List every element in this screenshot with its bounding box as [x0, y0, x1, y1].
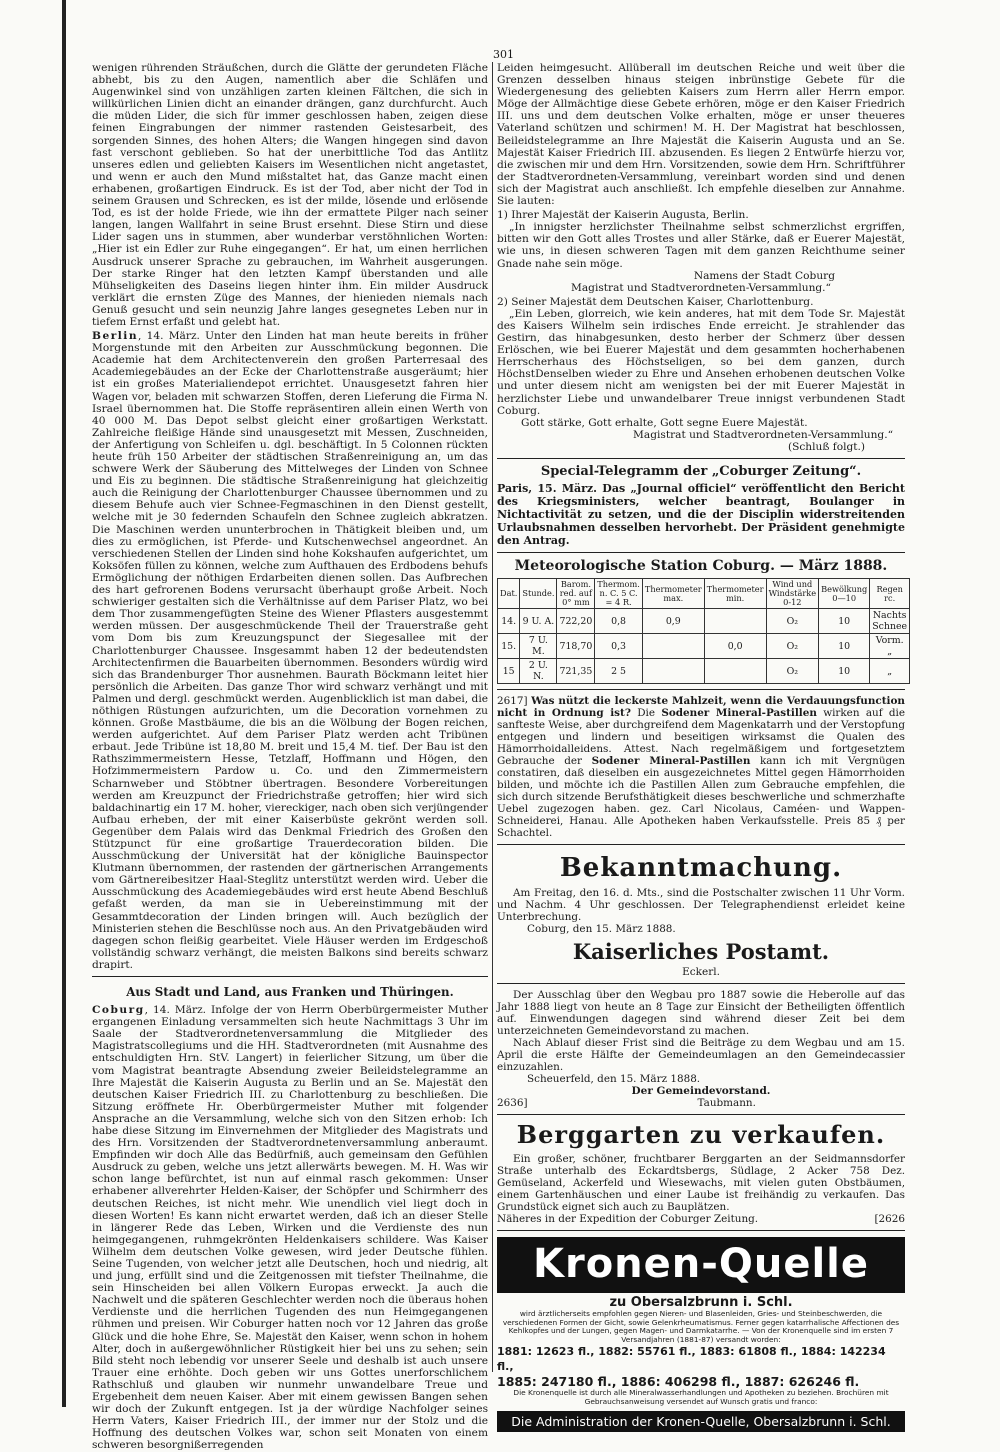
weather-header-row [498, 579, 910, 609]
announcement-date: Coburg, den 15. März 1888. [527, 923, 676, 935]
header-barometer: Barom. red. auf 0° mm [557, 579, 595, 609]
cell: 0,9 [642, 609, 704, 634]
kronen-quelle-description: wird ärztlicherseits empfohlen gegen Nieren- und Blasenleiden, Gries- und Steinbeschwerden, die verschiedenen Formen der Gicht, sowie Gelenkrheumatismus. Ferner gegen katarrhalische Affectionen des Kehlkopfes und der Lungen, gegen Magen- und Darmkatarrhe. — Von der Kronenquelle sind im ersten 7 Versandjahren (1881-87) versandt worden: [502, 1309, 900, 1344]
announcement-text: Am Freitag, den 16. d. Mts., sind die Postschalter zwischen 11 Uhr Vorm. und Nachm. 4 Uhr geschlossen. Der Telegraphendienst erleidet keine Unterbrechung. [497, 887, 905, 923]
cell: 10 [819, 659, 870, 684]
ad-text: kann ich mit Vergnügen constatiren, daß dieselben ein ausgezeichnetes Mittel gegen Hämorrhoiden bilden, und möchte ich die Pastillen Allen zum Gebrauche empfehlen, die sich durch sitzende Berufsthätigkeit dieses beschwerliche und schmerzhafte Uebel zugezogen haben. gez. Carl Nicolaus, Caméen- und Wappen-Schneiderei, Hanau. Alle Apotheken haben Verkaufsstelle. Preis 85 ₰ per Schachtel. [497, 755, 906, 839]
page-number: 301 [493, 48, 514, 61]
ad-number: [2626 [874, 1213, 905, 1225]
section-rule [497, 458, 905, 459]
heberolle-date: Scheuerfeld, den 15. März 1888. [527, 1073, 701, 1085]
cell: 721,35 [557, 659, 595, 684]
ad-headline: Was nützt die leckerste Mahlzeit, wenn die Verdauungsfunction nicht in Ordnung ist? [497, 695, 905, 719]
binding-edge [62, 0, 66, 1407]
column-divider [492, 62, 493, 1372]
article-continuation: Leiden heimgesucht. Allüberall im deutschen Reiche und weit über die Grenzen desselben hinaus steigen inbrünstige Gebete für die Wiedergenesung des geliebten Kaisers zum Herrn aller Herrn empor. Möge der Allmächtige diese Gebete erhören, möge er den Kaiser Friedrich III. uns und dem deutschen Volke erhalten, möge er unser theueres Vaterland schützen und schirmen! M. H. Der Magistrat hat beschlossen, Beileidstelegramme an Ihre Majestät die Kaiserin Augusta und an Se. Majestät Kaiser Friedrich III. abzusenden. Es liegen 2 Entwürfe hierzu vor, die zwischen mir und dem Hrn. Vorsitzenden, sowie dem Hrn. Schriftführer der Stadtverordneten-Versammlung, vereinbart worden sind und denen sich der Magistrat auch anschließt. Ich empfehle dieselben zur Annahme. Sie lauten: [497, 62, 905, 208]
special-telegram-text: Paris, 15. März. Das „Journal officiel“ veröffentlicht den Bericht des Kriegsministers, welcher beantragt, Boulanger in Nichtactivität zu setzen, und die der Disciplin widerstreitenden Urlaubsnahmen desselben hervorhebt. Der Präsident genehmigte den Antrag. [497, 482, 905, 547]
ad-brand: Sodener Mineral-Pastillen [661, 707, 817, 719]
cell: 10 [819, 609, 870, 634]
section-rule [497, 552, 905, 553]
cell [642, 659, 704, 684]
cell: Vorm. „ [870, 634, 910, 659]
cell: 718,70 [557, 634, 595, 659]
telegram-text: „In innigster herzlichster Theilnahme selbst schmerzlichst ergriffen, bitten wir den Gott alles Trostes und aller Stärke, daß er Euerer Majestät, wie uns, in diesen schweren Tagen mit dem ganzen Reichthume seiner Gnade nahe sein möge. [497, 221, 905, 270]
dateline: Paris, 15. März. [497, 482, 597, 495]
section-rule [497, 1114, 905, 1115]
heberolle-notice: Der Ausschlag über den Wegbau pro 1887 sowie die Heberolle auf das Jahr 1888 liegt von heute an 8 Tage zur Einsicht der Betheiligten öffentlich auf. Einwendungen dagegen sind während dieser Zeit bei dem unterzeichneten Gemeindevorstand zu machen. [497, 989, 905, 1037]
announcement-title: Bekanntmachung. [559, 853, 843, 883]
kronen-quelle-footer: Die Administration der Kronen-Quelle, Obersalzbrunn i. Schl. [497, 1411, 905, 1432]
dateline-city: Berlin [92, 330, 139, 343]
weather-row [498, 609, 910, 634]
announcement-name: Eckerl. [682, 966, 720, 978]
dateline-city: Coburg [92, 1004, 145, 1017]
announcement-signature: Kaiserliches Postamt. [572, 939, 830, 964]
ad-text: Die [637, 707, 656, 719]
right-column [497, 62, 908, 1429]
section-rule [497, 1230, 905, 1231]
cell: 0,0 [704, 634, 766, 659]
kronen-quelle-note: Die Kronenquelle ist durch alle Mineralwasserhandlungen und Apotheken zu beziehen. Brochüren mit Gebrauchsanweisung versendet auf Wunsch gratis und franco: [513, 1388, 889, 1406]
kronen-quelle-figures: 1885: 247180 fl., 1886: 406298 fl., 1887: 626246 fl. [497, 1374, 860, 1390]
section-rule [497, 844, 905, 845]
cell: 14. [498, 609, 520, 634]
cell: 15. [498, 634, 520, 659]
cell: O₂ [766, 634, 819, 659]
berggarten-title: Berggarten zu verkaufen. [516, 1120, 886, 1149]
telegram-signature: Magistrat und Stadtverordneten-Versammlung.“ [571, 281, 831, 294]
continued-note: (Schluß folgt.) [787, 440, 865, 453]
section-rule [497, 689, 905, 690]
article-paragraph: wenigen rührenden Sträußchen, durch die Glätte der gerundeten Fläche abhebt, bis zu den Augen, namentlich aber die Schläfen und Augenwinkel sind von unzähligen zarten kleinen Fältchen, die sich in willkürlichen Linien dicht an einander drängen, ganz durchfurcht. Auch die müden Lider, die sich für immer geschlossen haben, zeigen diese feinen Eingrabungen der nimmer rastenden Geistesarbeit, des sorgenden Sinnes, des hohen Alters; die Wangen hingegen sind davon fast verschont geblieben. So hat der unerbittliche Tod das Antlitz unseres edlen und geliebten Kaisers im Wesentlichen nicht angetastet, und wenn er auch den Mund mißstaltet hat, das Ganze macht einen erhabenen, großartigen Eindruck. Es ist der Tod, aber nicht der Tod in seinem Grausen und Schrecken, es ist der milde, lösende und erlösende Tod, es ist der holde Friede, wie ihn der ermattete Pilger nach seiner langen, langen Wallfahrt in seine Brust ersehnt. Diese Stirn und diese Lider sagen uns in stummen, aber wunderbar verstöhnlichen Worten: „Hier ist ein Edler zur Ruhe eingegangen“. Er hat, um einen herrlichen Ausdruck unserer Sprache zu gebrauchen, im Wahrheit ausgerungen. Der starke Ringer hat den letzten Kampf überstanden und alle Mühseligkeiten des Daseins liegen hinter ihm. Ein milder Ausdruck verklärt die ernsten Züge des Mannes, der hienieden niemals nach Genuß gesucht und sein neunzig Jahre langes gesegnetes Leben nur in tiefem Ernst erfaßt und gelebt hat. [92, 62, 488, 328]
cell: 0,8 [595, 609, 643, 634]
weather-row [498, 659, 910, 684]
cell [704, 609, 766, 634]
cell: 15 [498, 659, 520, 684]
signatory: Taubmann. [697, 1097, 756, 1109]
weather-station-title: Meteorologische Station Coburg. — März 1888. [514, 558, 888, 574]
weather-table [497, 578, 910, 684]
cell: 7 U. M. [520, 634, 557, 659]
kronen-quelle-banner: Kronen-Quelle [497, 1237, 905, 1293]
left-column [92, 62, 488, 1452]
ad-text: wirken auf die sanfteste Weise, aber durchgreifend dem Magenkatarrh und der Verstopfung entgegen und lindern und beseitigen wirksamst die Qualen des Hämorrhoidalleidens. Attest. Nach regelmäßigem und fortgesetztem Gebrauche der [497, 707, 906, 767]
cell [642, 634, 704, 659]
telegram-closing: Gott stärke, Gott erhalte, Gott segne Euere Majestät. [521, 416, 808, 429]
cell: „ [870, 659, 910, 684]
telegram-signature: Namens der Stadt Coburg [693, 269, 835, 282]
cell: O₂ [766, 659, 819, 684]
cell: O₂ [766, 609, 819, 634]
ad-number: 2636] [497, 1097, 528, 1109]
sodener-ad [497, 695, 905, 839]
header-hour: Stunde. [520, 579, 557, 609]
telegram-text: „Ein Leben, glorreich, wie kein anderes, hat mit dem Tode Sr. Majestät des Kaisers Wilhelm sein irdisches Ende erreicht. Je strahlender das Gestirn, das hinabgesunken, desto herber der Schmerz über dessen Erlöschen, wie bei Euerer Majestät und dem gesammten hocherhabenen Herrscherhaus des Höchstseligen, so bei dem ganzen, durch HöchstDenselben wieder zu Ehre und Ansehen erhobenen deutschen Volke und unter diesem nicht am wenigsten bei der mit Euerer Majestät in herzlichster Liebe und unwandelbarer Treue innigst verbundenen Stadt Coburg. [497, 307, 905, 417]
ad-brand: Sodener Mineral-Pastillen [591, 755, 751, 767]
coburg-text: Infolge der von Herrn Oberbürgermeister Muther ergangenen Einladung versammelten sich heute Nachmittags 3 Uhr im Saale der Stadtverordnetenversammlung die Mitglieder des Magistratscollegiums und die HH. Stadtverordneten (mit Ausnahme des entschuldigten Hrn. StV. Langert) in feierlicher Sitzung, um über die vom Magistrat beantragte Absendung zweier Beileidstelegramme an Ihre Majestät die Kaiserin Augusta zu Berlin und an Se. Majestät den deutschen Kaiser Friedrich III. zu Charlottenburg zu beschließen. Die Sitzung eröffnete Hr. Oberbürgermeister Muther mit folgender Ansprache an die Versammlung, welche sich von den Sitzen erhob: Ich habe diese Sitzung im Einvernehmen der Mitglieder des Magistrats und des Hrn. Vorsitzenden der Stadtverordnetenversammlung anberaumt. Empfinden wir doch Alle das Bedürfniß, auch gemeinsam den Gefühlen Ausdruck zu geben, welche uns jetzt allerwärts bewegen. M. H. Was wir schon lange befürchtet, ist nun auf einmal rasch gekommen: Unser erhabener allverehrter Helden-Kaiser, der Schöpfer und Schirmherr des deutschen Reiches, ist nicht mehr. Wie unendlich viel liegt doch in diesen Worten! Es kann nicht erwartet werden, daß ich an dieser Stelle in längerer Rede das Leben, Wirken und die Verdienste des nun heimgegangenen, ruhmgekrönten Heldenkaisers schildere. Was Kaiser Wilhelm dem deutschen Volke gewesen, wird jeder Deutsche fühlen. Seine Tugenden, von welcher jetzt alle Deutschen, hoch und niedrig, alt und jung, erfüllt sind und die Zeitgenossen mit tiefster Theilnahme, die sein Hinscheiden bei allen Völkern Europas erweckt. Ja auch die Nachwelt und die späteren Geschlechter werden noch die überaus hohen Verdienste und die herrlichen Tugenden des nun Heimgegangenen rühmen und preisen. Wir Coburger hatten noch vor 12 Jahren das große Glück und die hohe Ehre, Se. Majestät den Kaiser, wenn schon in hohem Alter, doch in außergewöhnlicher Rüstigkeit hier bei uns zu sehen; sein Bild steht noch lebendig vor unserer Seele und deshalb ist auch unsere Trauer eine erhöhte. Doch geben wir uns Gottes unerforschlichem Rathschluß und glauben wir nunmehr unwandelbare Treue und Ergebenheit dem neuen Kaiser. Aber mit einem gewissen Bangen sehen wir doch der Zukunft entgegen. Ist ja der würdige Nachfolger seines Herrn Vaters, Kaiser Friedrich III., der immer nur der Stolz und die Hoffnung des deutschen Volkes war, schon seit Monaten von einem schweren besorgnißerregenden [92, 1004, 488, 1452]
header-thermo-max: Thermometer max. [642, 579, 704, 609]
heberolle-notice: Nach Ablauf dieser Frist sind die Beiträge zu dem Wegbau und am 15. April die erste Hälfte der Gemeindeumlagen an den Gemeindecassier einzuzahlen. [497, 1037, 905, 1073]
weather-row [498, 634, 910, 659]
header-clouds: Bewölkung 0—10 [819, 579, 870, 609]
dateline-date: , 14. März. [138, 330, 200, 343]
cell: 9 U. A. [520, 609, 557, 634]
section-rule [92, 976, 488, 977]
cell: 722,20 [557, 609, 595, 634]
dateline-date: , 14. März. [144, 1004, 207, 1017]
telegram-address: 2) Seiner Majestät dem Deutschen Kaiser, Charlottenburg. [497, 295, 814, 308]
berlin-article [92, 330, 488, 971]
ad-text: Näheres in der Expedition der Coburger Zeitung. [497, 1213, 759, 1225]
cell: 0,3 [595, 634, 643, 659]
header-thermo-min: Thermometer min. [704, 579, 766, 609]
kronen-quelle-location: zu Obersalzbrunn i. Schl. [609, 1295, 793, 1310]
berggarten-footer [497, 1213, 905, 1225]
heberolle-signature: Der Gemeindevorstand. [631, 1085, 771, 1097]
header-thermometer: Thermom. n. C. 5 C. = 4 R. [595, 579, 643, 609]
section-heading: Aus Stadt und Land, aus Franken und Thüringen. [126, 985, 454, 1000]
cell: Nachts Schnee [870, 609, 910, 634]
cell: 10 [819, 634, 870, 659]
special-telegram-heading: Special-Telegramm der „Coburger Zeitung“. [540, 464, 862, 479]
cell [704, 659, 766, 684]
header-wind: Wind und Windstärke 0-12 [766, 579, 819, 609]
section-rule [497, 983, 905, 984]
kronen-quelle-figures: 1881: 12623 fl., 1882: 55761 fl., 1883: 61808 fl., 1884: 142234 fl., [497, 1345, 886, 1374]
cell: 2 U. N. [520, 659, 557, 684]
cell: 2 5 [595, 659, 643, 684]
berlin-text: Unter den Linden hat man heute bereits in früher Morgenstunde mit den Arbeiten zur Ausschmückung begonnen. Die Academie hat dem Architectenverein den großen Parterresaal des Academiegebäudes an der Ecke der Charlottenstraße ausgeräumt; hier ist ein großes Materialiendepot errichtet. Unausgesetzt fahren hier Wagen vor, beladen mit schwarzen Stoffen, deren Lieferung die Firma N. Israel übernommen hat. Die Stoffe repräsentiren allein einen Werth von 40 000 M. Das Depot selbst gleicht einer großartigen Werkstatt. Zahlreiche fleißige Hände sind unausgesetzt mit Messen, Zuschneiden, der Anfertigung von Schleifen u. dgl. beschäftigt. In 5 Colonnen rückten heute früh 150 Arbeiter der städtischen Straßenreinigung an, um das schwere Werk der Säuberung des Mittelweges der Linden von Schnee und Eis zu beginnen. Die städtische Straßenreinigung hat gleichzeitig auch die Reinigung der Charlottenburger Chaussee übernommen und zu diesem Behufe auch vier Schnee-Fegmaschinen in den Dienst gestellt, welche mit je 30 federnden Schaufeln den Schnee zugleich abkratzen. Die Maschinen werden ununterbrochen in Thätigkeit bleiben und, um dies zu ermöglichen, ist Pferde- und Kutschenwechsel angeordnet. An verschiedenen Stellen der Linden sind hohe Kokshaufen aufgerichtet, um Koksöfen füllen zu können, welche zum Aufthauen des Erdbodens behufs Ermöglichung der nöthigen Erdarbeiten dienen sollen. Das Aufbrechen des hart gefrorenen Bodens verursacht überhaupt große Arbeit. Noch schwieriger gestalten sich die Verhältnisse auf dem Pariser Platz, wo bei dem Thor zusammengefügten Steine des Wiener Pflasters ausgestemmt werden müssen. Der ausgeschmückende Theil der Trauerstraße geht vom Dom bis zum Kreuzungspunct der Siegesallee mit der Charlottenburger Chaussee. Insgesammt haben 12 der bedeutendsten Architectenfirmen die Bauarbeiten übernommen. Besonders würdig wird sich das Brandenburger Thor ausnehmen. Baurath Böckmann leitet hier persönlich die Arbeiten. Das ganze Thor wird schwarz verhängt und mit Palmen und dergl. geschmückt werden. Augenblicklich ist man dabei, die nöthigen Rüstungen aufzurichten, um die Decoration vornehmen zu können. Große Mastbäume, die bis an die Wölbung der Bogen reichen, werden aufgerichtet. Auf dem Pariser Platz werden acht Tribünen erbaut. Jede Tribüne ist 18,80 M. breit und 15,4 M. tief. Der Bau ist den Rathszimmermeistern Hesse, Tetzlaff, Hoffmann und Högen, den Hofzimmermeistern Pardow u. Co. und den Zimmermeistern Scharnweber und Stöbtner übertragen. Besondere Vorbereitungen werden am Kreuzpunct der Friedrichstraße getroffen; hier wird sich baldachinartig ein 17 M. hoher, viereckiger, nach oben sich verjüngender Aufbau erheben, der mit einer Kaiserbüste gekrönt werden soll. Gegenüber dem Palais wird das Denkmal Friedrich des Großen den Stützpunct für eine großartige Trauerdecoration bilden. Die Ausschmückung der Universität hat der königliche Bauinspector Klutmann übernommen, der rastenden der gärtnerischen Arrangements vom Gärtnereibesitzer Haal-Steglitz unterstützt werden wird. Ueber die Ausschmückung des Academiegebäudes wird erst heute Abend Beschluß gefaßt werden, da man sie in Uebereinstimmung mit der Gesammtdecoration der Linden bringen will. Auch bezüglich der Ministerien stehen die Beschlüsse noch aus. An den Privatgebäuden wird dagegen schon fleißig gearbeitet. Viele Häuser werden im Erdgeschoß vollständig schwarz verhängt, die meisten Balkons sind bereits schwarz drapirt. [92, 330, 488, 971]
ad-number: 2617] [497, 695, 528, 707]
telegram-signature: Magistrat und Stadtverordneten-Versammlung.“ [633, 428, 893, 441]
telegram-address: 1) Ihrer Majestät der Kaiserin Augusta, Berlin. [497, 209, 749, 222]
heberolle-footer [497, 1097, 905, 1109]
header-date: Dat. [498, 579, 520, 609]
header-rain: Regen rc. [870, 579, 910, 609]
coburg-article [92, 1004, 488, 1451]
berggarten-text: Ein großer, schöner, fruchtbarer Berggarten an der Seidmannsdorfer Straße unterhalb des Eckardtsbergs, Südlage, 2 Acker 758 Dez. Gemüseland, Ackerfeld und Wiesewachs, mit vielen guten Obstbäumen, einem Gartenhäuschen und einer Laube ist freihändig zu verkaufen. Das Grundstück eignet sich auch zu Bauplätzen. [497, 1153, 905, 1213]
